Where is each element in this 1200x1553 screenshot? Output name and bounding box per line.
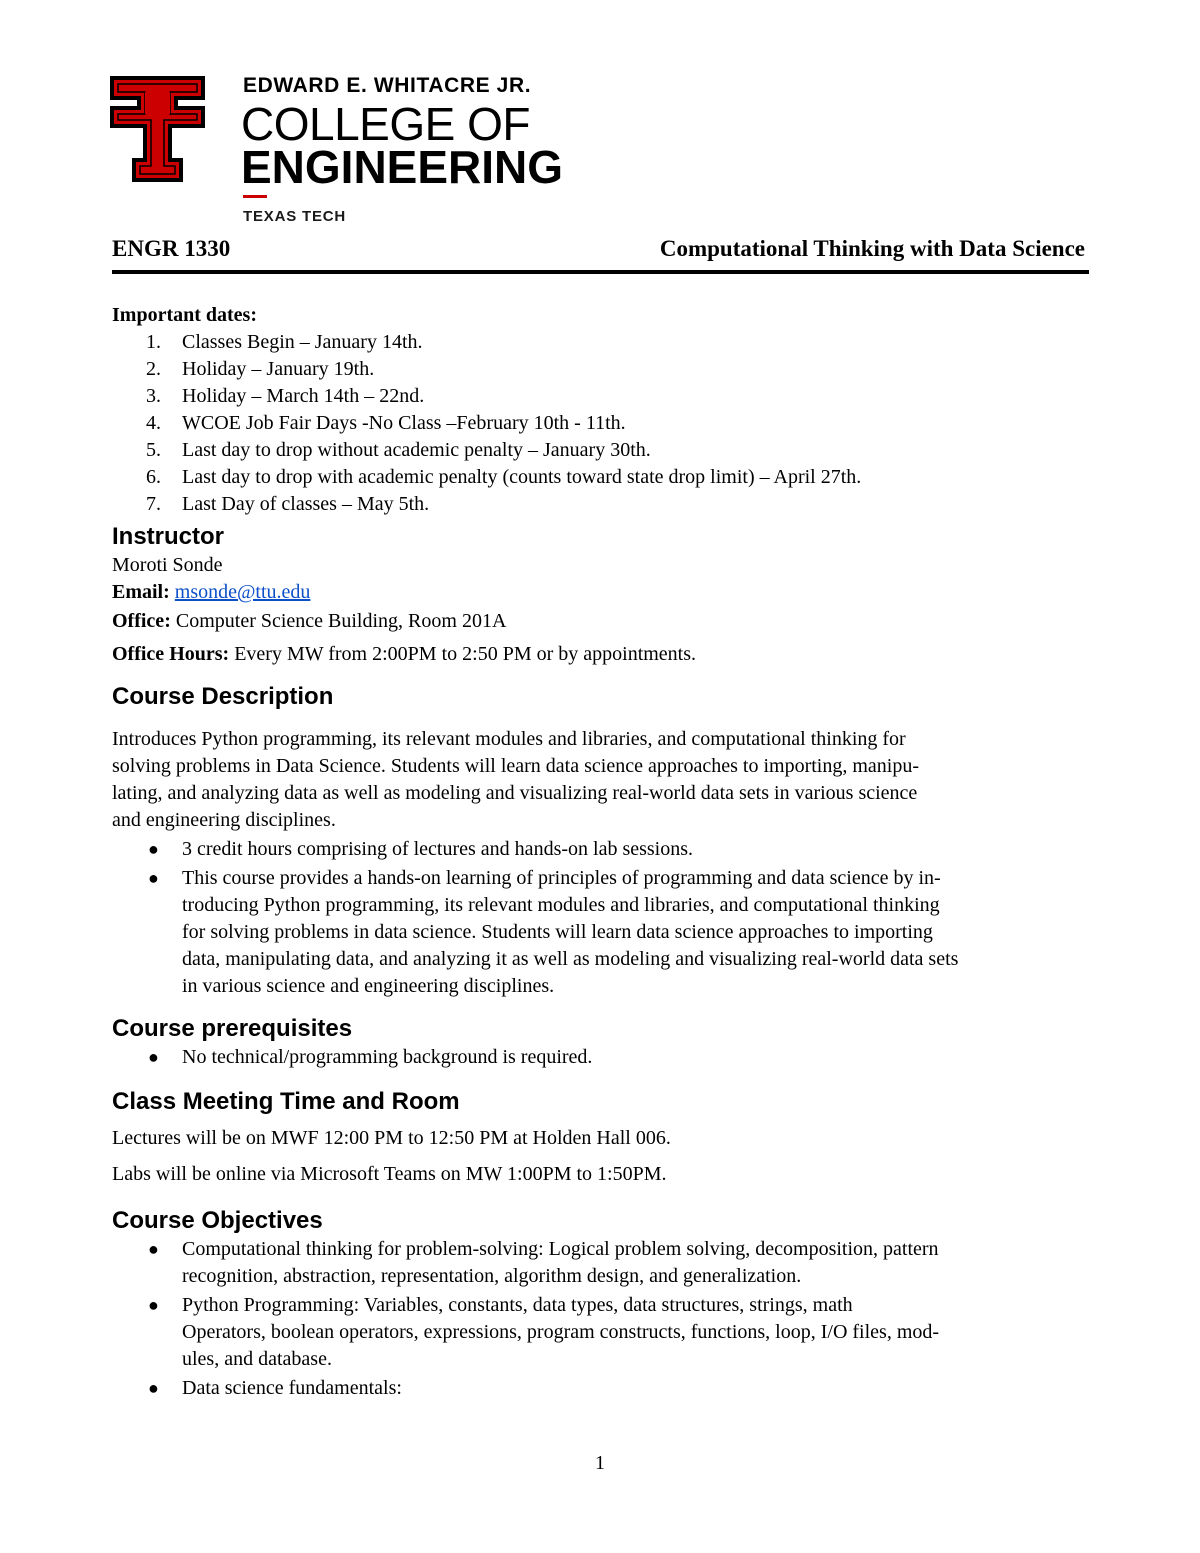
office-hours-label: Office Hours: <box>112 643 230 665</box>
university-name: TEXAS TECH <box>243 208 347 225</box>
important-date-text: Holiday – March 14th – 22nd. <box>182 385 425 407</box>
header-divider <box>112 270 1089 274</box>
labs-info: Labs will be online via Microsoft Teams on MW 1:00PM to 1:50PM. <box>112 1163 667 1185</box>
important-date-number: 7. <box>146 493 161 515</box>
bullet-line: This course provides a hands-on learning of principles of programming and data science by in- <box>182 867 941 889</box>
important-date-text: WCOE Job Fair Days -No Class –February 10th - 11th. <box>182 412 626 434</box>
bullet-icon: ● <box>148 1378 159 1398</box>
important-date-item <box>112 329 1089 356</box>
important-date-item <box>112 464 1089 491</box>
bullet-item <box>112 865 1089 1000</box>
bullet-line: data, manipulating data, and analyzing it as well as modeling and visualizing real-world data sets <box>182 948 959 970</box>
bullet-line: Computational thinking for problem-solving: Logical problem solving, decomposition, pattern <box>182 1238 939 1260</box>
college-name-line3: ENGINEERING <box>241 141 564 193</box>
important-date-item <box>112 491 1089 518</box>
prerequisites-bullets <box>112 1044 1089 1071</box>
college-name-line2: COLLEGE OF <box>241 98 530 150</box>
important-date-number: 6. <box>146 466 161 488</box>
bullet-item <box>112 1292 1089 1373</box>
course-description-paragraph <box>112 726 1089 834</box>
bullet-item <box>112 836 1089 863</box>
important-date-number: 5. <box>146 439 161 461</box>
college-name-line1: EDWARD E. WHITACRE JR. <box>243 74 532 97</box>
bullet-item <box>112 1236 1089 1290</box>
important-date-number: 4. <box>146 412 161 434</box>
important-dates-label: Important dates: <box>112 304 257 326</box>
bullet-line: Python Programming: Variables, constants, data types, data structures, strings, math <box>182 1294 853 1316</box>
important-dates-list <box>112 329 1089 518</box>
office-value: Computer Science Building, Room 201A <box>170 610 507 632</box>
description-line: Introduces Python programming, its relevant modules and libraries, and computational thinking for <box>112 728 906 750</box>
important-date-text: Last Day of classes – May 5th. <box>182 493 430 515</box>
bullet-line: ules, and database. <box>182 1348 332 1370</box>
important-date-item <box>112 410 1089 437</box>
bullet-line: for solving problems in data science. Students will learn data science approaches to importing <box>182 921 933 943</box>
bullet-icon: ● <box>148 1239 159 1259</box>
description-line: and engineering disciplines. <box>112 809 336 831</box>
page-number: 1 <box>595 1452 605 1474</box>
important-date-text: Classes Begin – January 14th. <box>182 331 423 353</box>
office-hours-value: Every MW from 2:00PM to 2:50 PM or by appointments. <box>229 643 697 665</box>
lectures-info: Lectures will be on MWF 12:00 PM to 12:50 PM at Holden Hall 006. <box>112 1127 671 1149</box>
important-date-text: Last day to drop without academic penalty – January 30th. <box>182 439 651 461</box>
important-date-text: Holiday – January 19th. <box>182 358 375 380</box>
course-code: ENGR 1330 <box>112 236 231 261</box>
instructor-hours-row <box>112 641 1089 668</box>
office-label: Office: <box>112 610 171 632</box>
instructor-email-link[interactable]: msonde@ttu.edu <box>174 581 311 603</box>
bullet-line: recognition, abstraction, representation, algorithm design, and generalization. <box>182 1265 802 1287</box>
bullet-icon: ● <box>148 1047 159 1067</box>
prerequisites-heading: Course prerequisites <box>112 1015 353 1042</box>
syllabus-content <box>112 300 1089 1402</box>
important-date-item <box>112 356 1089 383</box>
bullet-line: Operators, boolean operators, expressions, program constructs, functions, loop, I/O files, mod- <box>182 1321 940 1343</box>
bullet-line: troducing Python programming, its relevant modules and libraries, and computational thinking <box>182 894 940 916</box>
important-date-item <box>112 383 1089 410</box>
email-label: Email: <box>112 581 170 603</box>
texas-tech-logo <box>110 76 205 182</box>
course-title: Computational Thinking with Data Science <box>659 236 1085 261</box>
important-date-text: Last day to drop with academic penalty (counts toward state drop limit) – April 27th. <box>182 466 862 488</box>
meeting-heading: Class Meeting Time and Room <box>112 1088 460 1115</box>
bullet-item <box>112 1044 1089 1071</box>
bullet-icon: ● <box>148 1295 159 1315</box>
important-date-item <box>112 437 1089 464</box>
bullet-line: No technical/programming background is required. <box>182 1046 593 1068</box>
description-line: solving problems in Data Science. Students will learn data science approaches to importing, manipu- <box>112 755 920 777</box>
instructor-heading: Instructor <box>112 523 225 550</box>
bullet-line: Data science fundamentals: <box>182 1377 402 1399</box>
important-date-number: 1. <box>146 331 161 353</box>
bullet-item <box>112 1375 1089 1402</box>
bullet-icon: ● <box>148 868 159 888</box>
instructor-email-row <box>112 579 1089 606</box>
important-date-number: 3. <box>146 385 161 407</box>
instructor-name: Moroti Sonde <box>112 554 223 576</box>
objectives-bullets <box>112 1236 1089 1402</box>
course-description-heading: Course Description <box>112 683 334 710</box>
bullet-line: 3 credit hours comprising of lectures and hands-on lab sessions. <box>182 838 694 860</box>
important-date-number: 2. <box>146 358 161 380</box>
bullet-icon: ● <box>148 839 159 859</box>
instructor-office-row <box>112 608 1089 635</box>
objectives-heading: Course Objectives <box>112 1207 323 1234</box>
logo-red-dash <box>243 195 267 198</box>
bullet-line: in various science and engineering disciplines. <box>182 975 555 997</box>
course-description-bullets <box>112 836 1089 1000</box>
description-line: lating, and analyzing data as well as modeling and visualizing real-world data sets in various science <box>112 782 918 804</box>
